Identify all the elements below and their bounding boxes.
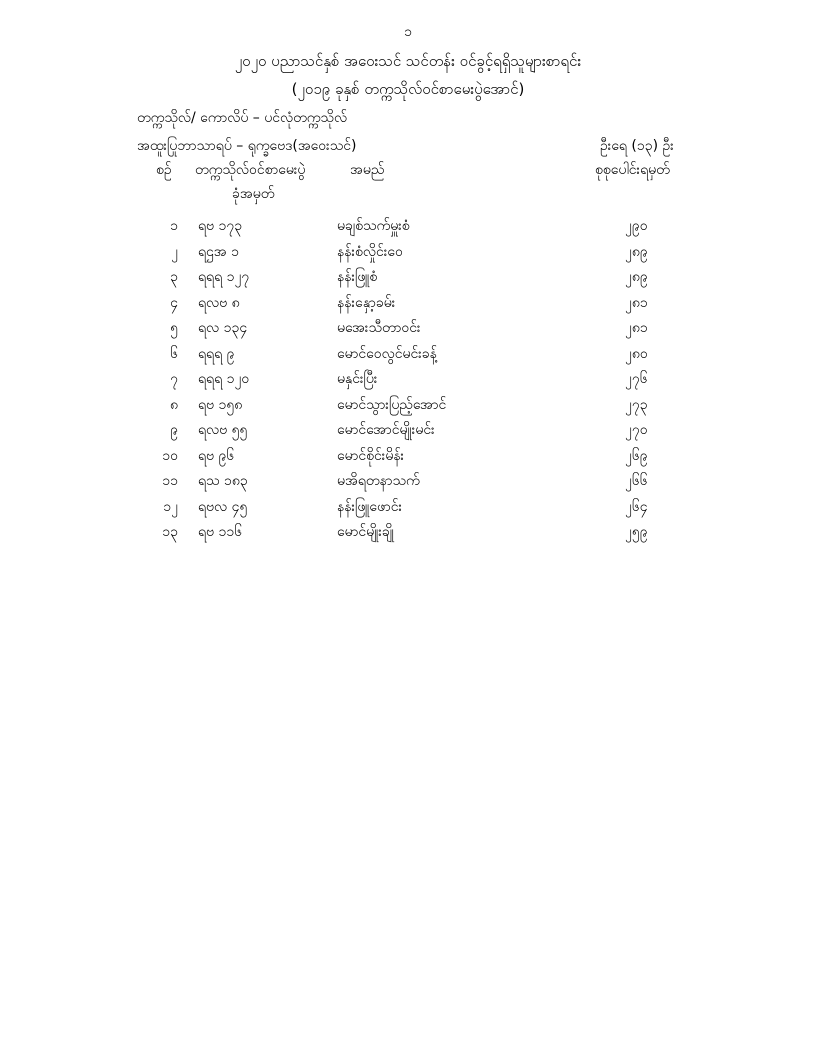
row-name: မနှင်းပြီး: [337, 371, 378, 387]
row-marks: ၂၈၀: [625, 345, 648, 362]
row-no: ၁၃: [162, 524, 178, 540]
row-no: ၁၀: [162, 447, 178, 464]
row-exam-no: ရသ ၁၈၃: [198, 473, 248, 489]
row-no: ၂: [171, 243, 178, 260]
header-total-marks: စုစုပေါင်းရမှတ်: [595, 162, 670, 178]
student-list: [0, 216, 816, 548]
table-row: [0, 446, 816, 472]
row-no: ၇: [170, 371, 178, 387]
row-name: မောင်မျိုးချို: [337, 524, 394, 540]
row-no: ၁၁: [162, 473, 178, 489]
row-exam-no: ရဌအ ၁: [198, 243, 239, 260]
header-no: စဉ်: [156, 162, 172, 178]
university-line: တက္ကသိုလ်/ ကောလိပ် – ပင်လုံတက္ကသိုလ်: [137, 110, 348, 126]
row-name: မောင်အောင်မျိုးမင်း: [337, 422, 435, 438]
table-row: [0, 369, 816, 395]
row-name: မောင်စိုင်းမိန်း: [337, 447, 405, 464]
row-exam-no: ရလဗ ၅၅: [198, 422, 248, 438]
table-row: [0, 395, 816, 421]
row-marks: ၂၅၉: [625, 524, 648, 540]
table-row: [0, 267, 816, 293]
row-name: မောင်ဝေလွင်မင်းခန့်: [337, 345, 437, 362]
row-name: မချစ်သက်မှူးစံ: [337, 218, 410, 234]
row-exam-no: ရလဗ ၈: [198, 294, 240, 311]
major-line: အထူးပြုဘာသာရပ် – ရုက္ခဗေဒ(အဝေးသင်): [137, 138, 357, 154]
row-exam-no: ရလ ၁၃၄: [198, 320, 248, 336]
row-exam-no: ရရရ ၉: [198, 345, 235, 362]
row-marks: ၂၇၆: [625, 371, 648, 387]
row-name: နန်းနှော့ခမ်း: [337, 294, 396, 311]
row-no: ၈: [170, 396, 178, 413]
row-marks: ၂၉၀: [625, 218, 648, 234]
row-name: နန်းဖြူဖောင်း: [337, 498, 403, 515]
row-marks: ၂၆၆: [625, 473, 648, 489]
header-exam-no: တက္ကသိုလ်ဝင်စာမေးပွဲ: [195, 162, 306, 178]
document-subtitle: (၂၀၁၉ ခုနှစ် တက္ကသိုလ်ဝင်စာမေးပွဲအောင်): [291, 80, 525, 98]
row-marks: ၂၇၀: [625, 422, 648, 438]
row-marks: ၂၆၉: [625, 447, 648, 464]
row-name: နန်းဖြူစံ: [337, 269, 378, 285]
table-row: [0, 420, 816, 446]
row-marks: ၂၈၉: [625, 243, 648, 260]
header-exam-no-line2: ခုံအမှတ်: [232, 186, 275, 202]
row-no: ၆: [170, 345, 178, 362]
table-row: [0, 522, 816, 548]
table-row: [0, 471, 816, 497]
row-no: ၄: [170, 294, 178, 311]
table-row: [0, 216, 816, 242]
row-no: ၁: [170, 218, 178, 234]
row-marks: ၂၈၉: [625, 269, 648, 285]
row-exam-no: ရရရ ၁၂၇: [198, 269, 250, 285]
row-no: ၅: [170, 320, 178, 336]
row-name: မောင်သွားပြည့်အောင်: [337, 396, 447, 413]
row-exam-no: ရဗ ၁၁၆: [198, 524, 243, 540]
page-number: ၁: [404, 24, 412, 40]
header-name: အမည်: [350, 162, 385, 178]
document-title: ၂၀၂၀ ပညာသင်နှစ် အဝေးသင် သင်တန်း ဝင်ခွင့်ရရှိသူများစာရင်း: [234, 52, 582, 70]
table-row: [0, 242, 816, 268]
table-row: [0, 344, 816, 370]
row-marks: ၂၇၃: [625, 396, 648, 413]
row-exam-no: ရရရ ၁၂၀: [198, 371, 250, 387]
row-marks: ၂၈၁: [625, 320, 648, 336]
row-no: ၁၂: [163, 498, 178, 515]
row-name: နန်းစံလှိုင်းဝေ: [337, 243, 403, 260]
table-row: [0, 293, 816, 319]
row-name: မအိရတနာသက်: [337, 473, 420, 489]
row-no: ၉: [170, 422, 178, 438]
row-exam-no: ရဗလ ၄၅: [198, 498, 248, 515]
row-exam-no: ရဗ ၉၆: [198, 447, 235, 464]
row-marks: ၂၈၁: [625, 294, 648, 311]
row-no: ၃: [170, 269, 178, 285]
table-row: [0, 318, 816, 344]
row-exam-no: ရဗ ၁၇၃: [198, 218, 243, 234]
row-name: မအေးသီတာဝင်း: [337, 320, 421, 336]
row-marks: ၂၆၄: [625, 498, 648, 515]
table-row: [0, 497, 816, 523]
row-exam-no: ရဗ ၁၅၈: [198, 396, 243, 413]
count-line: ဦးရေ (၁၃) ဦး: [600, 138, 674, 154]
